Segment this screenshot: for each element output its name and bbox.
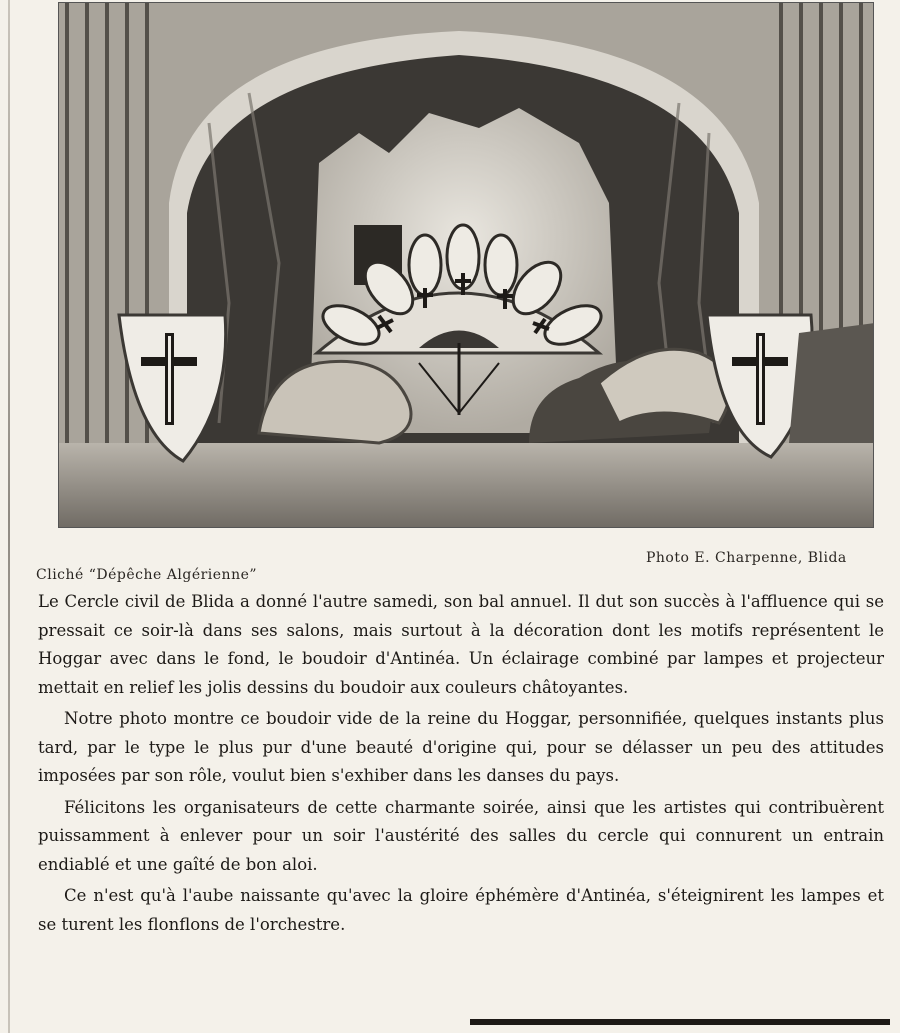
article-paragraph: Félicitons les organisateurs de cette charmante soirée, ainsi que les artistes qui contribuèrent puissamment à enlever pour un soir l'austérité des salles du cercle qui connurent un entrain endiablé et une gaîté de bon aloi. xyxy=(38,797,884,874)
stage-photo xyxy=(58,2,874,528)
bottom-rule xyxy=(470,1019,890,1025)
article-paragraph: Ce n'est qu'à l'aube naissante qu'avec la gloire éphémère d'Antinéa, s'éteignirent les lampes et se turent les flonflons de l'orchestre. xyxy=(38,886,884,934)
boudoir-stage-illustration xyxy=(59,3,874,528)
page-edge xyxy=(8,0,10,1033)
cliche-credit: Cliché “Dépêche Algérienne” xyxy=(36,567,258,583)
photo-credit: Photo E. Charpenne, Blida xyxy=(646,550,847,566)
right-drapery xyxy=(789,323,874,443)
article-paragraph: Le Cercle civil de Blida a donné l'autre samedi, son bal annuel. Il dut son succès à l'affluence qui se pressait ce soir-là dans ses salons, mais surtout à la décoration dont les motifs représentent le Hoggar avec dans le fond, le boudoir d'Antinéa. Un éclairage combiné par lampes et projecteur mettait en relief les jolis dessins du boudoir aux couleurs châtoyantes. xyxy=(38,592,884,697)
article-paragraph: Notre photo montre ce boudoir vide de la reine du Hoggar, personnifiée, quelques instants plus tard, par le type le plus pur d'une beauté d'origine qui, pour se délasser un peu des attitudes imposées par son rôle, voulut bien s'exhiber dans les danses du pays. xyxy=(38,709,884,785)
article-body xyxy=(38,588,884,942)
